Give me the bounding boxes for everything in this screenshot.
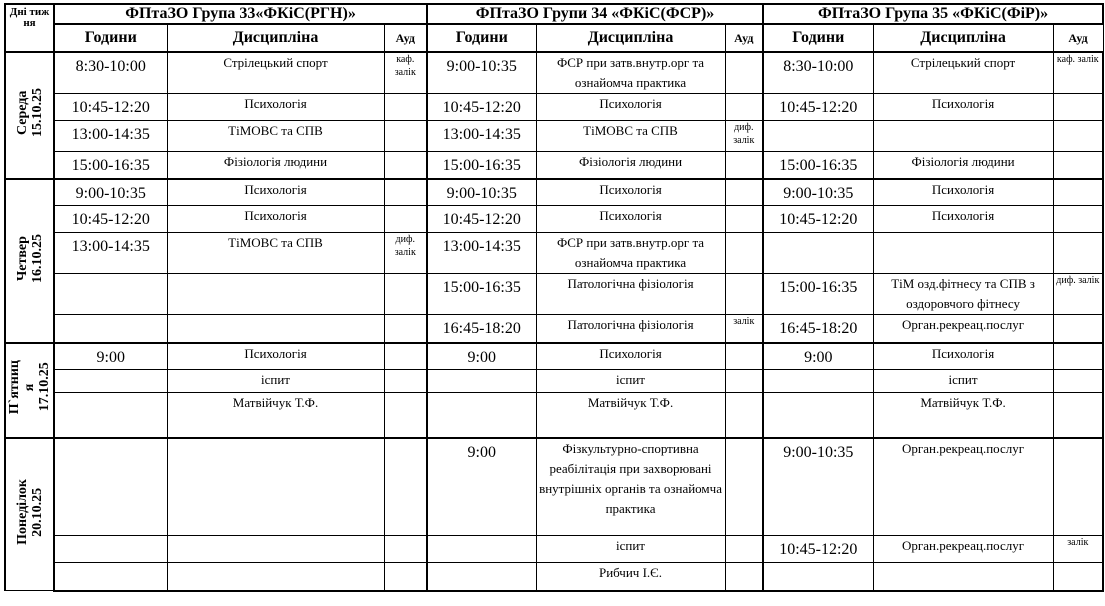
hours-cell: 9:00 bbox=[54, 343, 167, 370]
day-label-text: Середа 15.10.25 bbox=[14, 88, 45, 138]
hours-header: Години bbox=[427, 24, 536, 52]
discipline-header: Дисципліна bbox=[873, 24, 1053, 52]
room-cell bbox=[1053, 206, 1103, 233]
day-label bbox=[5, 438, 54, 591]
room-cell bbox=[384, 179, 427, 206]
room-cell bbox=[384, 274, 427, 315]
day-label-text: Понеділок 20.10.25 bbox=[14, 478, 45, 545]
room-cell bbox=[1053, 121, 1103, 152]
hours-cell bbox=[54, 563, 167, 591]
room-cell: диф. залік bbox=[725, 121, 763, 152]
hours-cell bbox=[54, 536, 167, 563]
hours-cell bbox=[54, 370, 167, 393]
room-cell: каф. залік bbox=[384, 52, 427, 94]
hours-cell bbox=[427, 536, 536, 563]
hours-cell: 15:00-16:35 bbox=[427, 274, 536, 315]
discipline-cell: Фізіологія людини bbox=[167, 152, 384, 179]
room-cell bbox=[1053, 152, 1103, 179]
schedule-row bbox=[5, 274, 1103, 315]
room-cell bbox=[725, 152, 763, 179]
hours-cell bbox=[763, 233, 873, 274]
room-cell: диф. залік bbox=[384, 233, 427, 274]
hours-cell bbox=[427, 393, 536, 438]
discipline-cell bbox=[167, 563, 384, 591]
discipline-cell: Патологічна фізіологія bbox=[536, 315, 725, 343]
schedule-row bbox=[5, 94, 1103, 121]
room-cell bbox=[384, 94, 427, 121]
discipline-cell: Стрілецький спорт bbox=[873, 52, 1053, 94]
discipline-cell: Психологія bbox=[873, 179, 1053, 206]
hours-cell: 9:00-10:35 bbox=[427, 52, 536, 94]
room-cell bbox=[725, 370, 763, 393]
group-34-header: ФПтаЗО Групи 34 «ФКіС(ФСР)» bbox=[427, 4, 763, 24]
discipline-cell: ФСР при затв.внутр.орг та ознайомча практика bbox=[536, 52, 725, 94]
discipline-cell: Психологія bbox=[167, 343, 384, 370]
hours-cell: 13:00-14:35 bbox=[54, 233, 167, 274]
discipline-cell: ТіМОВС та СПВ bbox=[167, 233, 384, 274]
hours-cell: 9:00 bbox=[427, 343, 536, 370]
room-cell bbox=[1053, 94, 1103, 121]
room-cell bbox=[1053, 393, 1103, 438]
schedule-row bbox=[5, 152, 1103, 179]
discipline-cell: Рибчич І.Є. bbox=[536, 563, 725, 591]
room-cell bbox=[1053, 233, 1103, 274]
hours-cell: 10:45-12:20 bbox=[427, 206, 536, 233]
room-cell bbox=[725, 274, 763, 315]
room-cell bbox=[1053, 438, 1103, 536]
room-cell bbox=[1053, 179, 1103, 206]
discipline-cell: Матвійчук Т.Ф. bbox=[536, 393, 725, 438]
room-header: Ауд bbox=[725, 24, 763, 52]
group-35-header: ФПтаЗО Група 35 «ФКіС(ФіР)» bbox=[763, 4, 1103, 24]
hours-cell: 10:45-12:20 bbox=[763, 206, 873, 233]
hours-cell: 16:45-18:20 bbox=[763, 315, 873, 343]
room-cell bbox=[725, 233, 763, 274]
room-header: Ауд bbox=[1053, 24, 1103, 52]
discipline-cell: Орган.рекреац.послуг bbox=[873, 536, 1053, 563]
hours-cell bbox=[763, 393, 873, 438]
discipline-cell: Психологія bbox=[536, 94, 725, 121]
discipline-cell: Патологічна фізіологія bbox=[536, 274, 725, 315]
room-cell bbox=[1053, 370, 1103, 393]
hours-header: Години bbox=[763, 24, 873, 52]
hours-cell bbox=[763, 563, 873, 591]
hours-cell bbox=[54, 315, 167, 343]
group-33-header: ФПтаЗО Група 33«ФКіС(РГН)» bbox=[54, 4, 427, 24]
schedule-row bbox=[5, 179, 1103, 206]
hours-cell: 10:45-12:20 bbox=[54, 94, 167, 121]
hours-cell: 15:00-16:35 bbox=[54, 152, 167, 179]
room-cell bbox=[384, 315, 427, 343]
room-cell bbox=[725, 343, 763, 370]
hours-cell: 10:45-12:20 bbox=[763, 536, 873, 563]
discipline-cell: Фізкультурно-спортивна реабілітація при захворювані внутрішніх органів та ознайомча практика bbox=[536, 438, 725, 536]
discipline-cell: Психологія bbox=[873, 206, 1053, 233]
hours-cell: 13:00-14:35 bbox=[54, 121, 167, 152]
discipline-cell: Орган.рекреац.послуг bbox=[873, 315, 1053, 343]
schedule-table bbox=[4, 3, 1104, 592]
discipline-cell: Матвійчук Т.Ф. bbox=[167, 393, 384, 438]
discipline-cell bbox=[167, 536, 384, 563]
schedule-row bbox=[5, 121, 1103, 152]
discipline-cell: Психологія bbox=[167, 94, 384, 121]
room-cell bbox=[1053, 343, 1103, 370]
discipline-cell: Психологія bbox=[536, 206, 725, 233]
room-cell bbox=[1053, 563, 1103, 591]
day-label-text: П`ятниц я 17.10.25 bbox=[7, 360, 52, 415]
discipline-cell: іспит bbox=[536, 536, 725, 563]
schedule-row bbox=[5, 536, 1103, 563]
discipline-cell: Психологія bbox=[536, 343, 725, 370]
schedule-row bbox=[5, 343, 1103, 370]
discipline-cell bbox=[873, 563, 1053, 591]
room-cell bbox=[725, 52, 763, 94]
room-cell bbox=[725, 393, 763, 438]
room-cell bbox=[1053, 315, 1103, 343]
room-cell: залік bbox=[1053, 536, 1103, 563]
hours-cell: 16:45-18:20 bbox=[427, 315, 536, 343]
room-cell bbox=[384, 370, 427, 393]
hours-cell: 13:00-14:35 bbox=[427, 121, 536, 152]
room-cell bbox=[384, 121, 427, 152]
room-cell bbox=[725, 563, 763, 591]
discipline-cell: іспит bbox=[536, 370, 725, 393]
hours-cell bbox=[54, 393, 167, 438]
hours-cell bbox=[427, 370, 536, 393]
schedule-row bbox=[5, 52, 1103, 94]
discipline-cell: ФСР при затв.внутр.орг та ознайомча практика bbox=[536, 233, 725, 274]
discipline-cell bbox=[167, 315, 384, 343]
discipline-cell: Орган.рекреац.послуг bbox=[873, 438, 1053, 536]
hours-cell: 10:45-12:20 bbox=[763, 94, 873, 121]
hours-cell: 9:00-10:35 bbox=[763, 438, 873, 536]
discipline-cell: ТіМОВС та СПВ bbox=[536, 121, 725, 152]
discipline-cell bbox=[873, 121, 1053, 152]
room-cell bbox=[384, 563, 427, 591]
room-cell bbox=[384, 393, 427, 438]
discipline-cell: Психологія bbox=[873, 94, 1053, 121]
hours-header: Години bbox=[54, 24, 167, 52]
hours-cell: 9:00 bbox=[427, 438, 536, 536]
hours-cell: 9:00-10:35 bbox=[427, 179, 536, 206]
discipline-cell: Фізіологія людини bbox=[873, 152, 1053, 179]
schedule-row bbox=[5, 315, 1103, 343]
discipline-cell: ТіМ озд.фітнесу та СПВ з оздоровчого фітнесу bbox=[873, 274, 1053, 315]
discipline-cell: іспит bbox=[167, 370, 384, 393]
hours-cell: 10:45-12:20 bbox=[54, 206, 167, 233]
hours-cell bbox=[763, 121, 873, 152]
schedule-row bbox=[5, 393, 1103, 438]
schedule-row bbox=[5, 233, 1103, 274]
discipline-cell bbox=[167, 274, 384, 315]
hours-cell: 15:00-16:35 bbox=[763, 274, 873, 315]
discipline-cell: Психологія bbox=[167, 206, 384, 233]
room-cell: каф. залік bbox=[1053, 52, 1103, 94]
discipline-cell: Психологія bbox=[873, 343, 1053, 370]
hours-cell: 13:00-14:35 bbox=[427, 233, 536, 274]
hours-cell: 10:45-12:20 bbox=[427, 94, 536, 121]
room-cell bbox=[384, 438, 427, 536]
hours-cell bbox=[427, 563, 536, 591]
day-label bbox=[5, 52, 54, 179]
discipline-cell: Матвійчук Т.Ф. bbox=[873, 393, 1053, 438]
room-cell: диф. залік bbox=[1053, 274, 1103, 315]
room-cell bbox=[384, 206, 427, 233]
discipline-header: Дисципліна bbox=[167, 24, 384, 52]
room-cell bbox=[725, 438, 763, 536]
discipline-cell: Фізіологія людини bbox=[536, 152, 725, 179]
room-cell bbox=[725, 179, 763, 206]
day-label-text: Четвер 16.10.25 bbox=[14, 233, 45, 283]
discipline-cell: Стрілецький спорт bbox=[167, 52, 384, 94]
schedule-row bbox=[5, 563, 1103, 591]
day-label bbox=[5, 179, 54, 343]
room-header: Ауд bbox=[384, 24, 427, 52]
hours-cell bbox=[54, 438, 167, 536]
room-cell: залік bbox=[725, 315, 763, 343]
room-cell bbox=[725, 94, 763, 121]
discipline-cell: Психологія bbox=[536, 179, 725, 206]
hours-cell: 15:00-16:35 bbox=[763, 152, 873, 179]
hours-cell bbox=[763, 370, 873, 393]
discipline-header: Дисципліна bbox=[536, 24, 725, 52]
room-cell bbox=[384, 343, 427, 370]
schedule-row bbox=[5, 370, 1103, 393]
room-cell bbox=[384, 152, 427, 179]
hours-cell: 8:30-10:00 bbox=[763, 52, 873, 94]
days-header: Дні тиж ня bbox=[5, 4, 54, 52]
room-cell bbox=[384, 536, 427, 563]
discipline-cell: іспит bbox=[873, 370, 1053, 393]
hours-cell bbox=[54, 274, 167, 315]
schedule-row bbox=[5, 438, 1103, 536]
schedule-row bbox=[5, 206, 1103, 233]
room-cell bbox=[725, 206, 763, 233]
hours-cell: 9:00-10:35 bbox=[763, 179, 873, 206]
hours-cell: 15:00-16:35 bbox=[427, 152, 536, 179]
room-cell bbox=[725, 536, 763, 563]
hours-cell: 8:30-10:00 bbox=[54, 52, 167, 94]
discipline-cell: Психологія bbox=[167, 179, 384, 206]
hours-cell: 9:00 bbox=[763, 343, 873, 370]
day-label bbox=[5, 343, 54, 438]
discipline-cell bbox=[873, 233, 1053, 274]
discipline-cell: ТіМОВС та СПВ bbox=[167, 121, 384, 152]
discipline-cell bbox=[167, 438, 384, 536]
hours-cell: 9:00-10:35 bbox=[54, 179, 167, 206]
